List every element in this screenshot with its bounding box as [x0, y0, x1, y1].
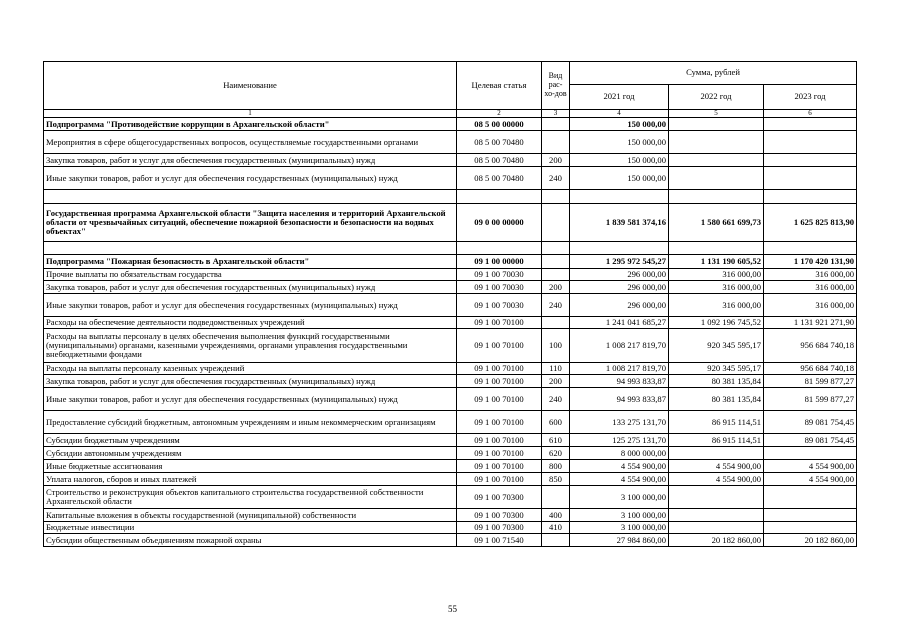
row-sum-2021: 4 554 900,00: [570, 460, 669, 473]
row-expense-type: 100: [542, 329, 570, 363]
row-expense-type: 850: [542, 473, 570, 486]
table-row: [44, 434, 857, 447]
row-sum-2023: 956 684 740,18: [764, 363, 857, 375]
row-expense-type: 400: [542, 509, 570, 522]
row-sum-2023: 4 554 900,00: [764, 473, 857, 486]
row-sum-2023: 4 554 900,00: [764, 460, 857, 473]
page-number: 55: [448, 604, 457, 614]
row-sum-2021: 1 008 217 819,70: [570, 329, 669, 363]
row-name: Иные закупки товаров, работ и услуг для обеспечения государственных (муниципальных) нужд: [44, 294, 457, 317]
row-name: Иные закупки товаров, работ и услуг для обеспечения государственных (муниципальных) нужд: [44, 388, 457, 411]
row-expense-type: [542, 131, 570, 154]
row-sum-2021: 1 295 972 545,27: [570, 255, 669, 269]
row-sum-2021: 1 839 581 374,16: [570, 204, 669, 242]
row-expense-type: 620: [542, 447, 570, 460]
row-sum-2022: 1 131 190 605,52: [669, 255, 764, 269]
row-expense-type: 410: [542, 522, 570, 534]
row-name: Субсидии общественным объединениям пожарной охраны: [44, 534, 457, 547]
row-sum-2022: 80 381 135,84: [669, 375, 764, 388]
row-sum-2021: 296 000,00: [570, 269, 669, 281]
row-sum-2021: 94 993 833,87: [570, 375, 669, 388]
row-sum-2023: [764, 509, 857, 522]
row-name: Строительство и реконструкция объектов капитального строительства государственной собственности Архангельской области: [44, 486, 457, 509]
row-name: Закупка товаров, работ и услуг для обеспечения государственных (муниципальных) нужд: [44, 281, 457, 294]
row-name: Иные бюджетные ассигнования: [44, 460, 457, 473]
row-sum-2022: 1 092 196 745,52: [669, 317, 764, 329]
row-name: Капитальные вложения в объекты государственной (муниципальной) собственности: [44, 509, 457, 522]
row-name: Предоставление субсидий бюджетным, автономным учреждениям и иным некоммерческим организациям: [44, 411, 457, 434]
row-expense-type: [542, 534, 570, 547]
table-row: [44, 411, 857, 434]
table-row: [44, 294, 857, 317]
row-sum-2022: [669, 447, 764, 460]
row-sum-2021: 150 000,00: [570, 154, 669, 167]
row-name: Мероприятия в сфере общегосударственных вопросов, осуществляемые государственными органами: [44, 131, 457, 154]
row-sum-2023: 89 081 754,45: [764, 411, 857, 434]
row-expense-type: [542, 255, 570, 269]
row-target-article: 09 1 00 70100: [457, 363, 542, 375]
row-sum-2022: 316 000,00: [669, 269, 764, 281]
table-row: [44, 522, 857, 534]
row-sum-2022: 920 345 595,17: [669, 363, 764, 375]
row-expense-type: 610: [542, 434, 570, 447]
row-expense-type: [542, 190, 570, 204]
row-sum-2022: 4 554 900,00: [669, 460, 764, 473]
row-sum-2022: 4 554 900,00: [669, 473, 764, 486]
row-sum-2021: 125 275 131,70: [570, 434, 669, 447]
column-number: 1: [44, 110, 457, 118]
row-sum-2022: 920 345 595,17: [669, 329, 764, 363]
row-target-article: 09 1 00 70030: [457, 281, 542, 294]
row-sum-2021: [570, 242, 669, 255]
row-expense-type: 200: [542, 281, 570, 294]
row-name: [44, 190, 457, 204]
column-number: 4: [570, 110, 669, 118]
row-sum-2021: 133 275 131,70: [570, 411, 669, 434]
row-sum-2022: 1 580 661 699,73: [669, 204, 764, 242]
row-sum-2023: [764, 190, 857, 204]
row-target-article: 09 1 00 70100: [457, 447, 542, 460]
row-target-article: 09 1 00 70030: [457, 294, 542, 317]
row-expense-type: 800: [542, 460, 570, 473]
table-row: [44, 242, 857, 255]
row-sum-2023: [764, 131, 857, 154]
row-sum-2021: 8 000 000,00: [570, 447, 669, 460]
row-target-article: 09 1 00 70100: [457, 329, 542, 363]
row-sum-2022: [669, 131, 764, 154]
table-row: [44, 363, 857, 375]
row-name: Государственная программа Архангельской области "Защита населения и территорий Архангельской области от чрезвычайных ситуаций, обеспечение пожарной безопасности и безопасности на водных объектах": [44, 204, 457, 242]
row-target-article: 09 1 00 70300: [457, 522, 542, 534]
row-sum-2022: [669, 190, 764, 204]
table-row: [44, 473, 857, 486]
row-target-article: 09 1 00 70100: [457, 317, 542, 329]
row-sum-2021: 3 100 000,00: [570, 509, 669, 522]
row-sum-2023: 1 131 921 271,90: [764, 317, 857, 329]
header-2021: 2021 год: [570, 85, 669, 110]
row-sum-2021: 1 008 217 819,70: [570, 363, 669, 375]
column-number: 2: [457, 110, 542, 118]
row-target-article: 09 1 00 70100: [457, 411, 542, 434]
row-target-article: 08 5 00 70480: [457, 167, 542, 190]
row-expense-type: [542, 486, 570, 509]
table-row: [44, 204, 857, 242]
row-name: Уплата налогов, сборов и иных платежей: [44, 473, 457, 486]
row-target-article: 08 5 00 70480: [457, 131, 542, 154]
row-sum-2022: 20 182 860,00: [669, 534, 764, 547]
row-sum-2021: 3 100 000,00: [570, 522, 669, 534]
header-sum: Сумма, рублей: [570, 62, 857, 85]
row-name: Расходы на обеспечение деятельности подведомственных учреждений: [44, 317, 457, 329]
header-target-article: Целевая статья: [457, 62, 542, 110]
row-sum-2022: [669, 242, 764, 255]
row-sum-2023: [764, 447, 857, 460]
row-name: Закупка товаров, работ и услуг для обеспечения государственных (муниципальных) нужд: [44, 375, 457, 388]
budget-table: [43, 61, 857, 547]
table-row: [44, 118, 857, 131]
table-row: [44, 281, 857, 294]
row-expense-type: 110: [542, 363, 570, 375]
row-target-article: 09 1 00 70100: [457, 375, 542, 388]
row-expense-type: [542, 242, 570, 255]
row-target-article: 08 5 00 70480: [457, 154, 542, 167]
row-expense-type: [542, 269, 570, 281]
table-row: [44, 269, 857, 281]
table-row: [44, 388, 857, 411]
row-name: Подпрограмма "Пожарная безопасность в Архангельской области": [44, 255, 457, 269]
row-sum-2021: 4 554 900,00: [570, 473, 669, 486]
row-sum-2023: [764, 167, 857, 190]
row-expense-type: [542, 204, 570, 242]
row-name: Расходы на выплаты персоналу казенных учреждений: [44, 363, 457, 375]
row-sum-2023: 81 599 877,27: [764, 375, 857, 388]
table-row: [44, 486, 857, 509]
row-sum-2023: [764, 154, 857, 167]
row-target-article: 09 1 00 70100: [457, 473, 542, 486]
row-sum-2023: 20 182 860,00: [764, 534, 857, 547]
row-expense-type: [542, 317, 570, 329]
row-sum-2023: [764, 486, 857, 509]
row-sum-2021: 296 000,00: [570, 294, 669, 317]
row-target-article: 09 0 00 00000: [457, 204, 542, 242]
row-sum-2023: 956 684 740,18: [764, 329, 857, 363]
row-sum-2022: [669, 522, 764, 534]
row-expense-type: 240: [542, 167, 570, 190]
header-name: Наименование: [44, 62, 457, 110]
row-sum-2023: 316 000,00: [764, 269, 857, 281]
row-target-article: 09 1 00 70300: [457, 486, 542, 509]
row-sum-2023: [764, 242, 857, 255]
row-expense-type: 240: [542, 388, 570, 411]
row-sum-2021: [570, 190, 669, 204]
row-sum-2023: 1 625 825 813,90: [764, 204, 857, 242]
row-target-article: 09 1 00 70030: [457, 269, 542, 281]
row-target-article: 09 1 00 70100: [457, 434, 542, 447]
row-target-article: 09 1 00 70100: [457, 460, 542, 473]
header-2022: 2022 год: [669, 85, 764, 110]
row-sum-2022: 80 381 135,84: [669, 388, 764, 411]
table-row: [44, 447, 857, 460]
row-name: Закупка товаров, работ и услуг для обеспечения государственных (муниципальных) нужд: [44, 154, 457, 167]
row-sum-2021: 1 241 041 685,27: [570, 317, 669, 329]
column-number: 3: [542, 110, 570, 118]
table-row: [44, 509, 857, 522]
table-row: [44, 317, 857, 329]
row-sum-2022: 86 915 114,51: [669, 411, 764, 434]
row-name: Подпрограмма "Противодействие коррупции в Архангельской области": [44, 118, 457, 131]
row-target-article: 09 1 00 70300: [457, 509, 542, 522]
row-sum-2023: 316 000,00: [764, 281, 857, 294]
row-name: Субсидии бюджетным учреждениям: [44, 434, 457, 447]
row-sum-2023: 89 081 754,45: [764, 434, 857, 447]
table-row: [44, 460, 857, 473]
row-sum-2023: 1 170 420 131,90: [764, 255, 857, 269]
row-sum-2021: 27 984 860,00: [570, 534, 669, 547]
row-sum-2023: 81 599 877,27: [764, 388, 857, 411]
row-sum-2021: 3 100 000,00: [570, 486, 669, 509]
row-name: Прочие выплаты по обязательствам государства: [44, 269, 457, 281]
row-sum-2021: 150 000,00: [570, 131, 669, 154]
row-sum-2022: [669, 167, 764, 190]
table-row: [44, 190, 857, 204]
row-target-article: 09 1 00 70100: [457, 388, 542, 411]
row-sum-2022: [669, 509, 764, 522]
row-sum-2022: [669, 486, 764, 509]
row-target-article: [457, 242, 542, 255]
row-sum-2022: 316 000,00: [669, 281, 764, 294]
header-2023: 2023 год: [764, 85, 857, 110]
row-target-article: 08 5 00 00000: [457, 118, 542, 131]
row-sum-2022: [669, 118, 764, 131]
row-expense-type: [542, 118, 570, 131]
table-row: [44, 375, 857, 388]
row-sum-2023: 316 000,00: [764, 294, 857, 317]
table-row: [44, 131, 857, 154]
column-number: 6: [764, 110, 857, 118]
table-row: [44, 154, 857, 167]
table-row: [44, 167, 857, 190]
row-expense-type: 200: [542, 154, 570, 167]
table-row: [44, 534, 857, 547]
row-sum-2022: 86 915 114,51: [669, 434, 764, 447]
row-expense-type: 600: [542, 411, 570, 434]
row-sum-2021: 150 000,00: [570, 167, 669, 190]
row-target-article: 09 1 00 71540: [457, 534, 542, 547]
row-name: Расходы на выплаты персоналу в целях обеспечения выполнения функций государственными (муниципальными) органами, казенными учреждениями, органами управления государственными внебюджетными фондами: [44, 329, 457, 363]
row-sum-2023: [764, 522, 857, 534]
table-row: [44, 255, 857, 269]
row-name: Иные закупки товаров, работ и услуг для обеспечения государственных (муниципальных) нужд: [44, 167, 457, 190]
row-target-article: 09 1 00 00000: [457, 255, 542, 269]
row-sum-2021: 150 000,00: [570, 118, 669, 131]
row-sum-2021: 296 000,00: [570, 281, 669, 294]
row-sum-2023: [764, 118, 857, 131]
row-name: [44, 242, 457, 255]
row-expense-type: 200: [542, 375, 570, 388]
table-row: [44, 329, 857, 363]
row-expense-type: 240: [542, 294, 570, 317]
row-sum-2021: 94 993 833,87: [570, 388, 669, 411]
row-target-article: [457, 190, 542, 204]
header-expense-type: Вид рас-хо-дов: [542, 62, 570, 110]
row-sum-2022: [669, 154, 764, 167]
row-name: Субсидии автономным учреждениям: [44, 447, 457, 460]
column-number: 5: [669, 110, 764, 118]
row-sum-2022: 316 000,00: [669, 294, 764, 317]
row-name: Бюджетные инвестиции: [44, 522, 457, 534]
